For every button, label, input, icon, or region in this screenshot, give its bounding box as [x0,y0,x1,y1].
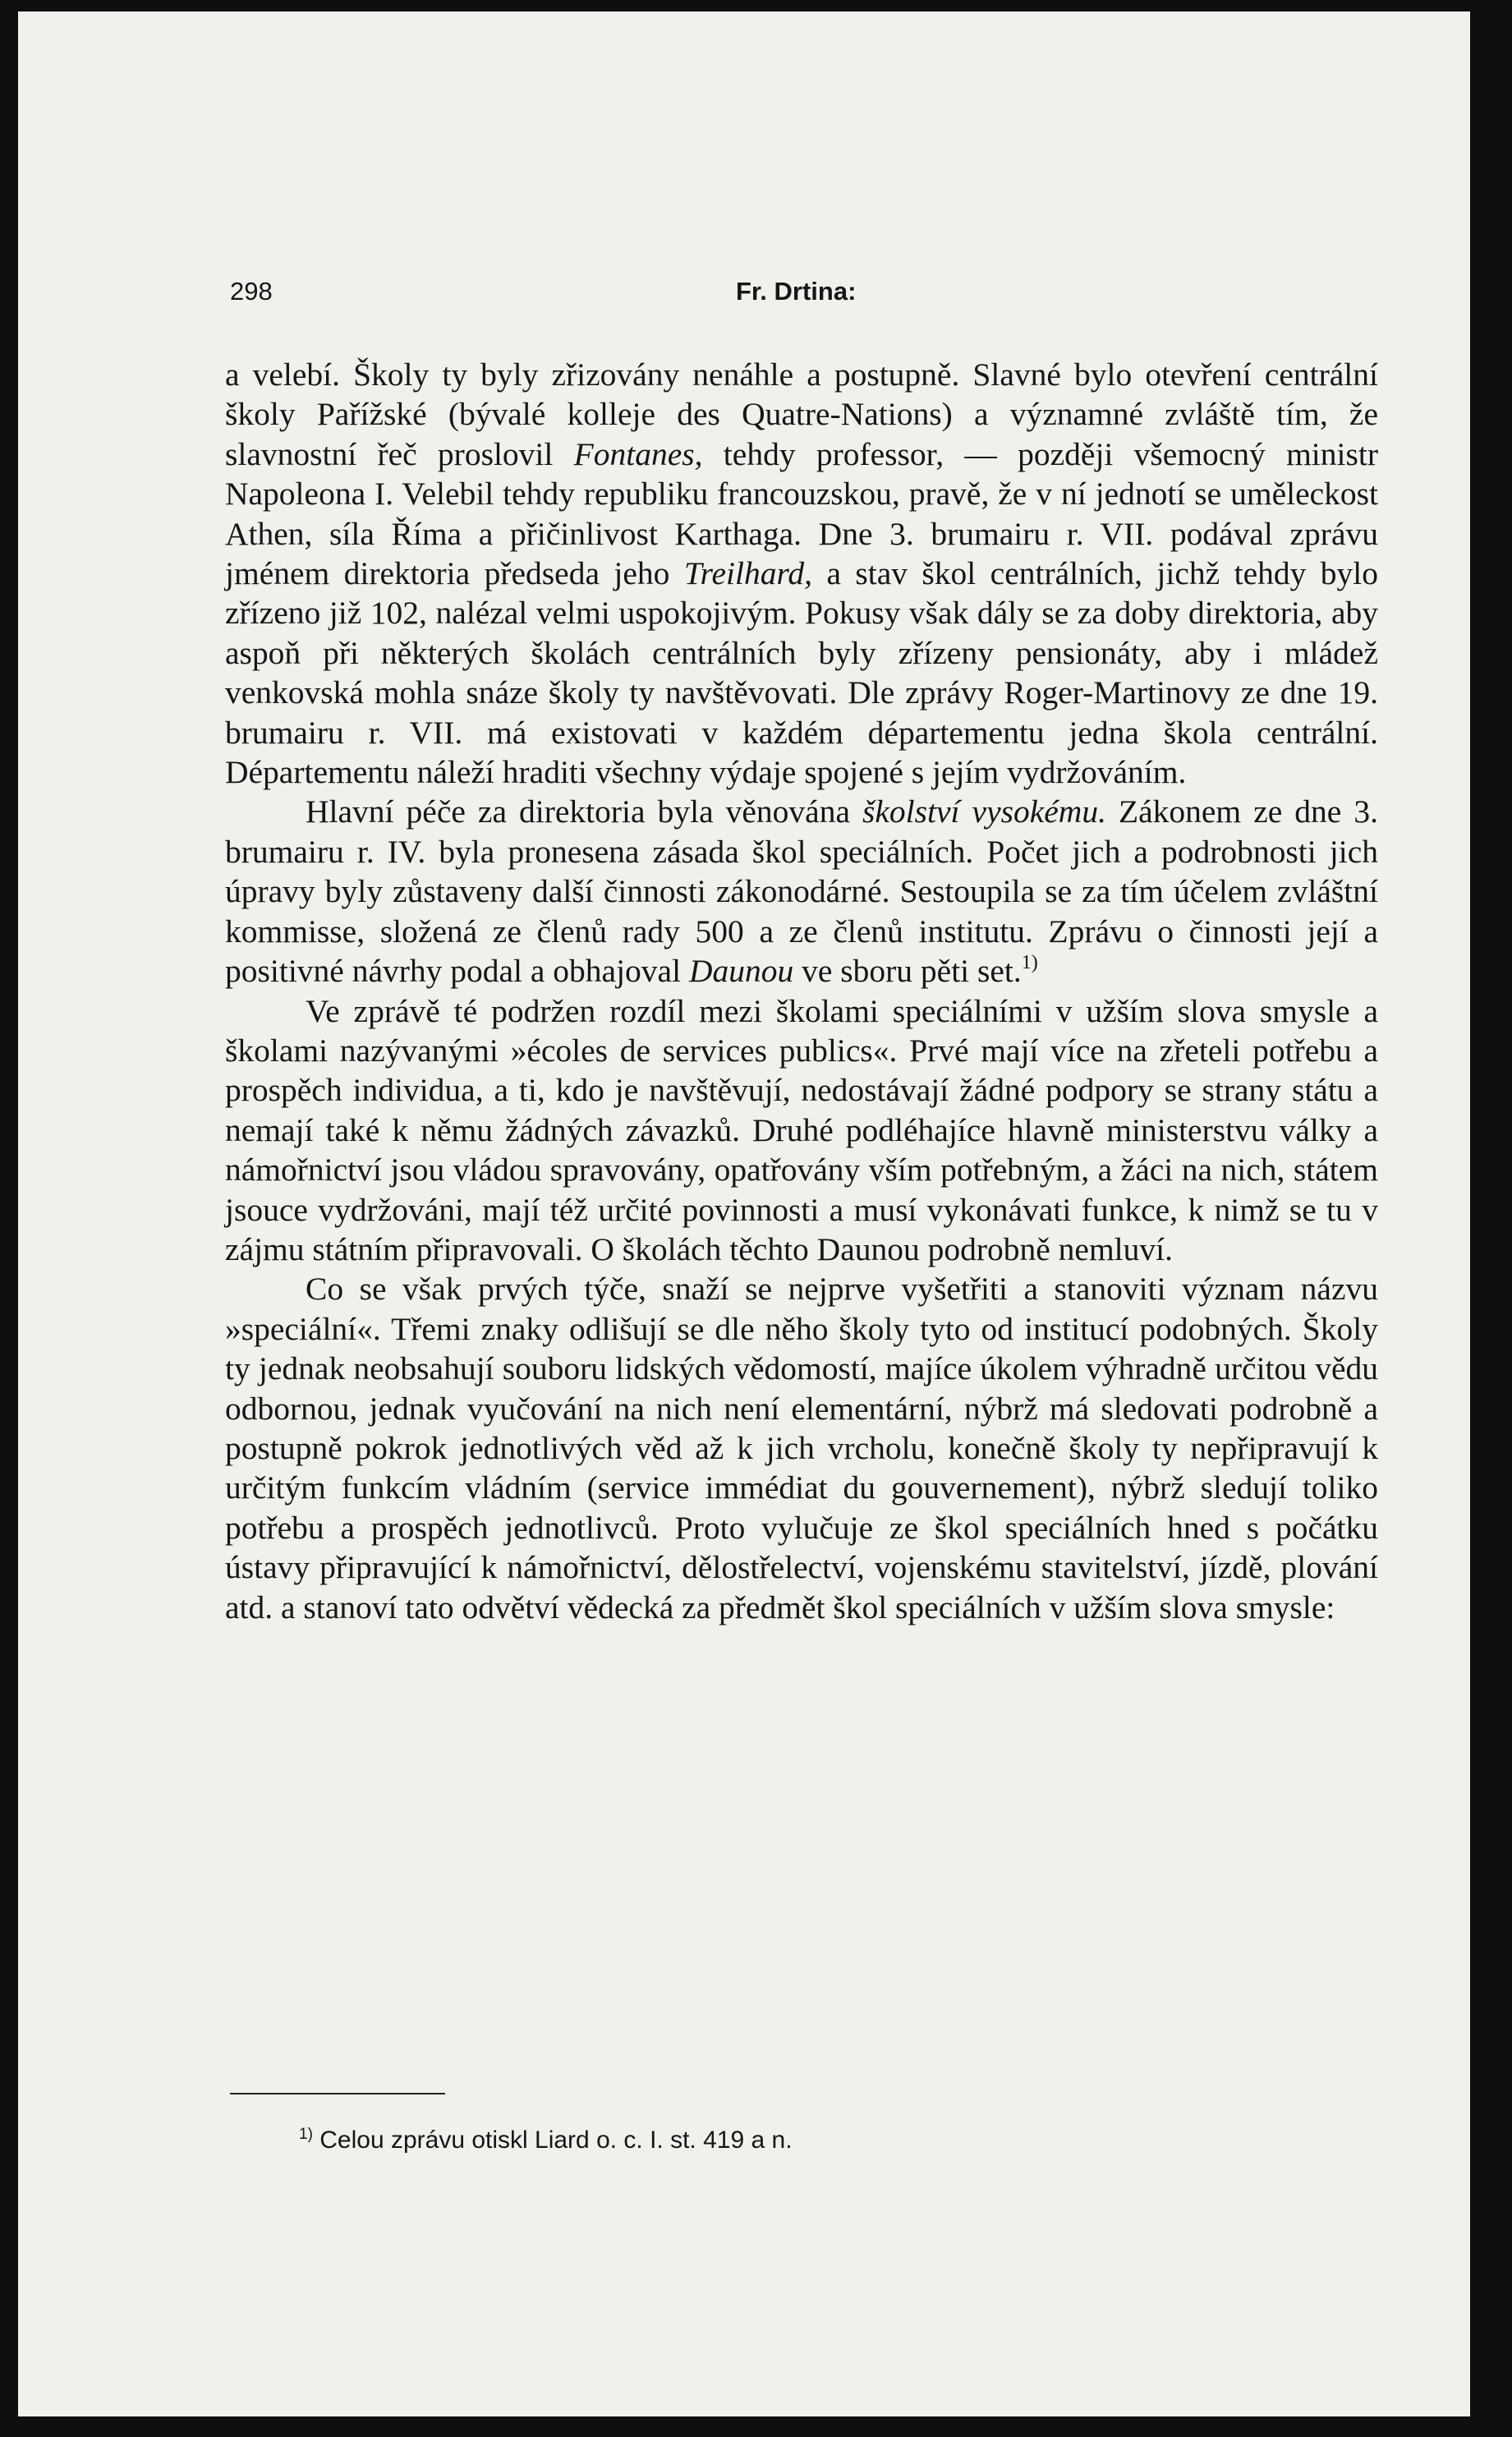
body-text [225,355,1378,1627]
text-segment: a stav škol centrálních, jichž tehdy bylo zřízeno již 102, nalézal velmi uspokojivým. Pokusy však dály se za doby direktoria, aby aspoň při některých školách centrálních byly zřízeny pensionáty, aby i mládež venkovská mohla snáze školy ty navštěvovati. Dle zprávy Roger-Martinovy ze dne 19. brumairu r. VII. má existovati v každém départementu jedna škola centrální. Départementu náleží hraditi všechny výdaje spojené s jejím vydržováním. [225,555,1378,791]
text-segment: tehdy professor, — později všemocný ministr Napoleona I. Velebil tehdy republiku francouzskou, pravě, že v ní jednotí se uměleckost Athen, síla Říma a přičinlivost Karthaga. Dne 3. brumairu r. VII. podával zprávu jménem direktoria předseda jeho [225,435,1378,592]
page-number: 298 [230,277,273,306]
paragraph [225,1269,1378,1627]
footnote-marker: 1) [299,2126,313,2143]
book-page [18,11,1470,2416]
text-segment: a velebí. Školy ty byly zřizovány nenáhle a postupně. Slavné bylo otevření centrální školy Pařížské (bývalé kolleje des Quatre-Nations) a významné zvláště tím, že slavnostní řeč proslovil [225,356,1378,472]
running-head [225,273,1378,310]
text-segment: Zákonem ze dne 3. brumairu r. IV. byla pronesena zásada škol speciálních. Počet jich a podrobnosti jich úpravy byly zůstaveny další činnosti zákonodárné. Sestoupila se za tím účelem zvláštní kommisse, složená ze členů rady 500 a ze členů institutu. Zprávu o činnosti její a positivné návrhy podal a obhajoval [225,793,1378,990]
italic-segment: Daunou [688,953,794,990]
text-segment: ve sboru pěti set. [793,953,1022,990]
footnote-reference: 1) [1021,952,1038,974]
italic-segment: Treilhard, [683,555,813,592]
running-head-author: Fr. Drtina: [736,277,857,306]
text-segment: Ve zprávě té podržen rozdíl mezi školami speciálními v užším slova smysle a školami nazývanými »écoles de services publics«. Prvé mají více na zřeteli potřebu a prospěch individua, a ti, kdo je navštěvují, nedostávají žádné podpory se strany státu a nemají také k němu žádných závazků. Druhé podléhajíce hlavně ministerstvu války a námořnictví jsou vládou spravovány, opatřovány vším potřebným, a žáci na nich, státem jsouce vydržováni, mají též určité povinnosti a musí vykonávati funkce, k nimž se tu v zájmu státním připravovali. O školách těchto Daunou podrobně nemluví. [225,992,1378,1267]
paragraph [225,991,1378,1270]
paragraph [225,355,1378,792]
footnote-text: Celou zprávu otiskl Liard o. c. I. st. 419 a n. [312,2127,793,2154]
text-segment: Co se však prvých týče, snaží se nejprve vyšetřiti a stanoviti význam názvu »speciální«. Třemi znaky odlišují se dle něho školy tyto od institucí podobných. Školy ty jednak neobsahují souboru lidských vědomostí, majíce úkolem výhradně určitou vědu odbornou, jednak vyučování na nich není elementární, nýbrž má sledovati podrobně a postupně pokrok jednotlivých věd až k jich vrcholu, konečně školy ty nepřipravují k určitým funkcím vládním (service immédiat du gouvernement), nýbrž sledují toliko potřebu a prospěch jednotlivců. Proto vylučuje ze škol speciálních hned s počátku ústavy připravující k námořnictví, dělostřelectví, vojenskému stavitelství, jízdě, plování atd. a stanoví tato odvětví vědecká za předmět škol speciálních v užším slova smysle: [225,1271,1378,1625]
paragraph [225,792,1378,991]
text-segment: Hlavní péče za direktoria byla věnována [306,793,863,830]
italic-segment: školství vysokému. [862,793,1106,830]
footnote [299,2122,1367,2159]
italic-segment: Fontanes, [573,435,703,472]
footnote-rule [230,2093,445,2094]
